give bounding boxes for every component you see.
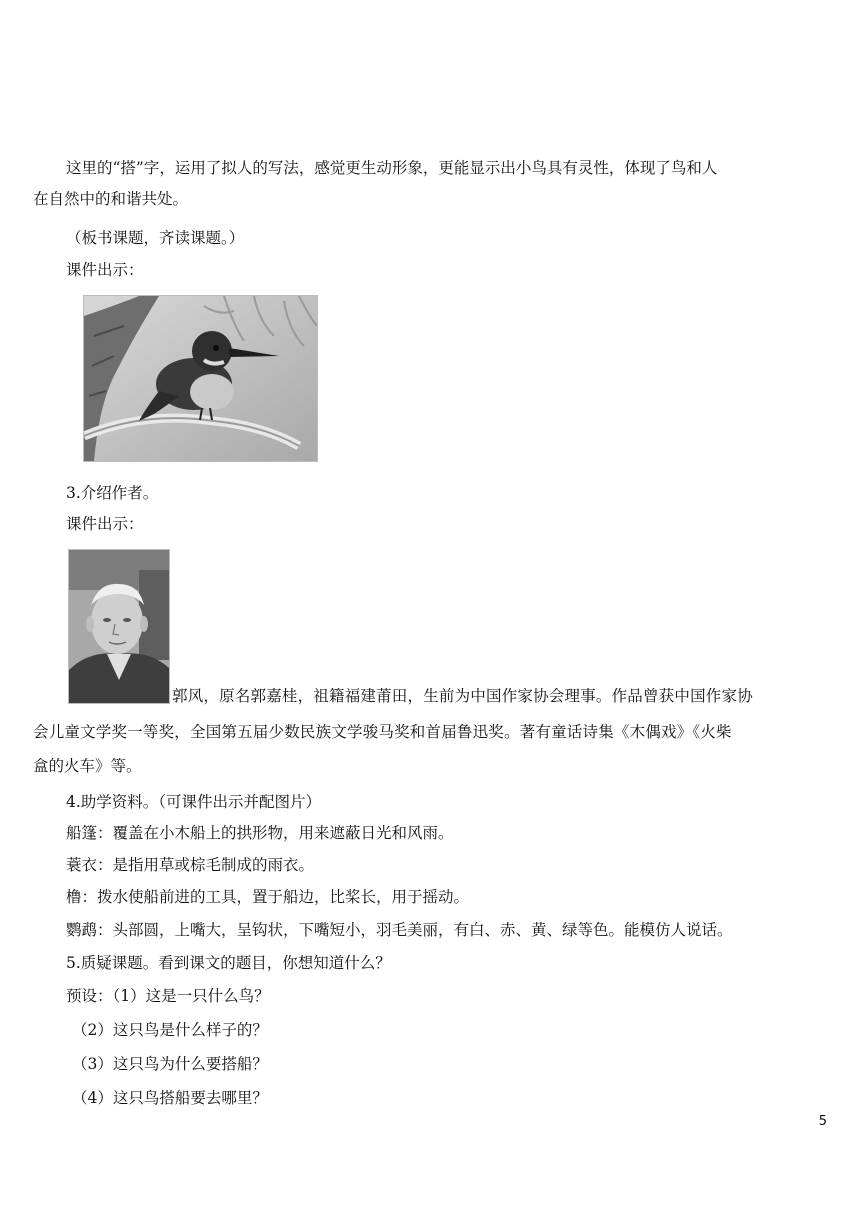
paragraph-text: （2）这只鸟是什么样子的？ <box>72 1021 268 1039</box>
paragraph-text: 5.质疑课题。看到课文的题目，你想知道什么？ <box>66 954 391 972</box>
paragraph-text: （板书课题，齐读课题。） <box>66 229 245 247</box>
kingfisher-photo <box>83 295 318 462</box>
paragraph-text: 4.助学资料。（可课件出示并配图片） <box>66 793 322 811</box>
portrait-illustration <box>69 550 169 703</box>
author-portrait <box>68 549 170 704</box>
paragraph-text: 课件出示： <box>66 515 144 533</box>
paragraph-text: 鹦鹉：头部圆，上嘴大，呈钩状，下嘴短小，羽毛美丽，有白、赤、黄、绿等色。能模仿人说话。 <box>66 921 733 939</box>
kingfisher-illustration <box>84 296 317 461</box>
page-number: 5 <box>818 1114 827 1129</box>
paragraph-text: 蓑衣：是指用草或棕毛制成的雨衣。 <box>66 856 315 874</box>
author-bio-line: 会儿童文学奖一等奖，全国第五届少数民族文学骏马奖和首届鲁迅奖。著有童话诗集《木偶戏》《火柴 <box>33 723 732 741</box>
paragraph-text: 橹：拨水使船前进的工具，置于船边，比桨长，用于摇动。 <box>66 888 470 906</box>
paragraph-text: 课件出示： <box>66 261 144 279</box>
paragraph-text: （3）这只鸟为什么要搭船？ <box>72 1055 268 1073</box>
paragraph-text: 3.介绍作者。 <box>66 484 159 502</box>
author-bio-line: 郭风，原名郭嘉桂，祖籍福建莆田，生前为中国作家协会理事。作品曾获中国作家协 <box>172 687 753 705</box>
author-bio-line: 盒的火车》等。 <box>33 757 142 775</box>
paragraph-text: 船篷：覆盖在小木船上的拱形物，用来遮蔽日光和风雨。 <box>66 824 454 842</box>
paragraph-text: 这里的“搭”字，运用了拟人的写法，感觉更生动形象，更能显示出小鸟具有灵性，体现了鸟和人 <box>66 159 718 177</box>
paragraph-text: （4）这只鸟搭船要去哪里？ <box>72 1089 268 1107</box>
paragraph-text: 在自然中的和谐共处。 <box>33 190 189 208</box>
paragraph-text: 预设：（1）这是一只什么鸟？ <box>66 987 270 1005</box>
